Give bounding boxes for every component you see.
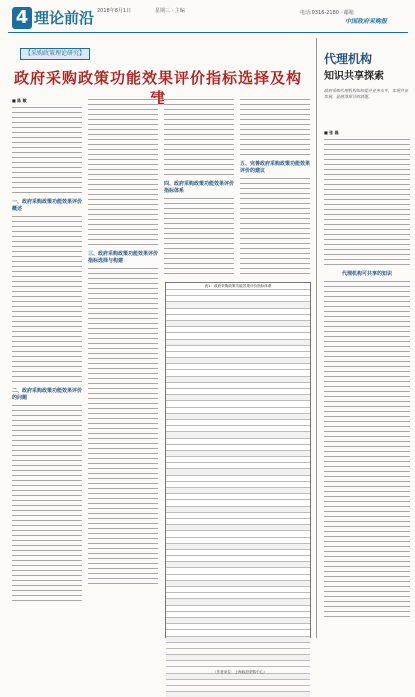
indicator-table bbox=[165, 282, 311, 638]
section-heading-4: 四、政府采购政策功能效果评价指标体系 bbox=[164, 181, 235, 194]
body-text bbox=[164, 197, 234, 277]
newspaper-logo: 中国政府采购报 bbox=[345, 18, 388, 25]
issue-date: 2018年8月1日 bbox=[97, 8, 132, 14]
article-column-4 bbox=[240, 98, 310, 277]
sidebar-section-heading: 代理机构可共享的知识 bbox=[341, 271, 392, 277]
body-text bbox=[12, 215, 82, 385]
edition-info: 星期三 · 主编 bbox=[155, 8, 185, 14]
table-caption: 表1：政府采购政策功能效果评价指标体系 bbox=[204, 284, 272, 288]
table-body bbox=[166, 289, 310, 697]
body-text bbox=[240, 177, 310, 277]
article-title: 政府采购政策功能效果评价指标选择及构 bbox=[13, 69, 302, 87]
body-text bbox=[324, 138, 410, 268]
article-column-3 bbox=[164, 98, 234, 277]
column-tag: 【采购政策理论研究】 bbox=[20, 48, 90, 60]
body-text bbox=[240, 98, 310, 158]
column-divider bbox=[316, 38, 317, 638]
body-text bbox=[12, 106, 82, 196]
section-number: 4 bbox=[12, 7, 32, 29]
section-heading-1: 一、政府采购政策功能效果评价概述 bbox=[12, 199, 83, 212]
table-row bbox=[166, 691, 310, 697]
body-text bbox=[12, 404, 82, 604]
section-name: 理论前沿 bbox=[34, 9, 95, 27]
author-note: （作者单位：上海政府采购中心） bbox=[213, 670, 267, 674]
contact-info: 电话:0316-2180 · 邮箱 bbox=[300, 10, 354, 16]
sidebar-article bbox=[320, 38, 410, 642]
header-divider bbox=[8, 32, 408, 33]
sidebar-lead: 政府采购代理机构如何提升业务水平，实现共享发展，是值得探讨的话题。 bbox=[324, 88, 408, 99]
section-heading-5: 五、完善政府采购政策功能效果评价的建议 bbox=[240, 161, 311, 174]
article-column-2 bbox=[88, 98, 158, 587]
sidebar-body bbox=[324, 130, 410, 620]
body-text bbox=[88, 267, 158, 587]
page-header bbox=[0, 0, 415, 38]
section-heading-2: 二、政府采购政策功能效果评价的问题 bbox=[12, 388, 83, 401]
body-text bbox=[88, 98, 158, 248]
article-author: ■ 陈 敏 bbox=[12, 98, 27, 103]
body-text bbox=[324, 280, 410, 620]
sidebar-author: ■ 张 磊 bbox=[324, 130, 339, 135]
section-heading-3: 三、政府采购政策功能效果评价指标选择与构建 bbox=[88, 251, 159, 264]
sidebar-subtitle: 知识共享探索 bbox=[324, 71, 384, 82]
sidebar-title: 代理机构 bbox=[324, 52, 373, 66]
article-column-1 bbox=[12, 98, 82, 604]
body-text bbox=[164, 98, 234, 178]
main-article bbox=[8, 38, 311, 674]
